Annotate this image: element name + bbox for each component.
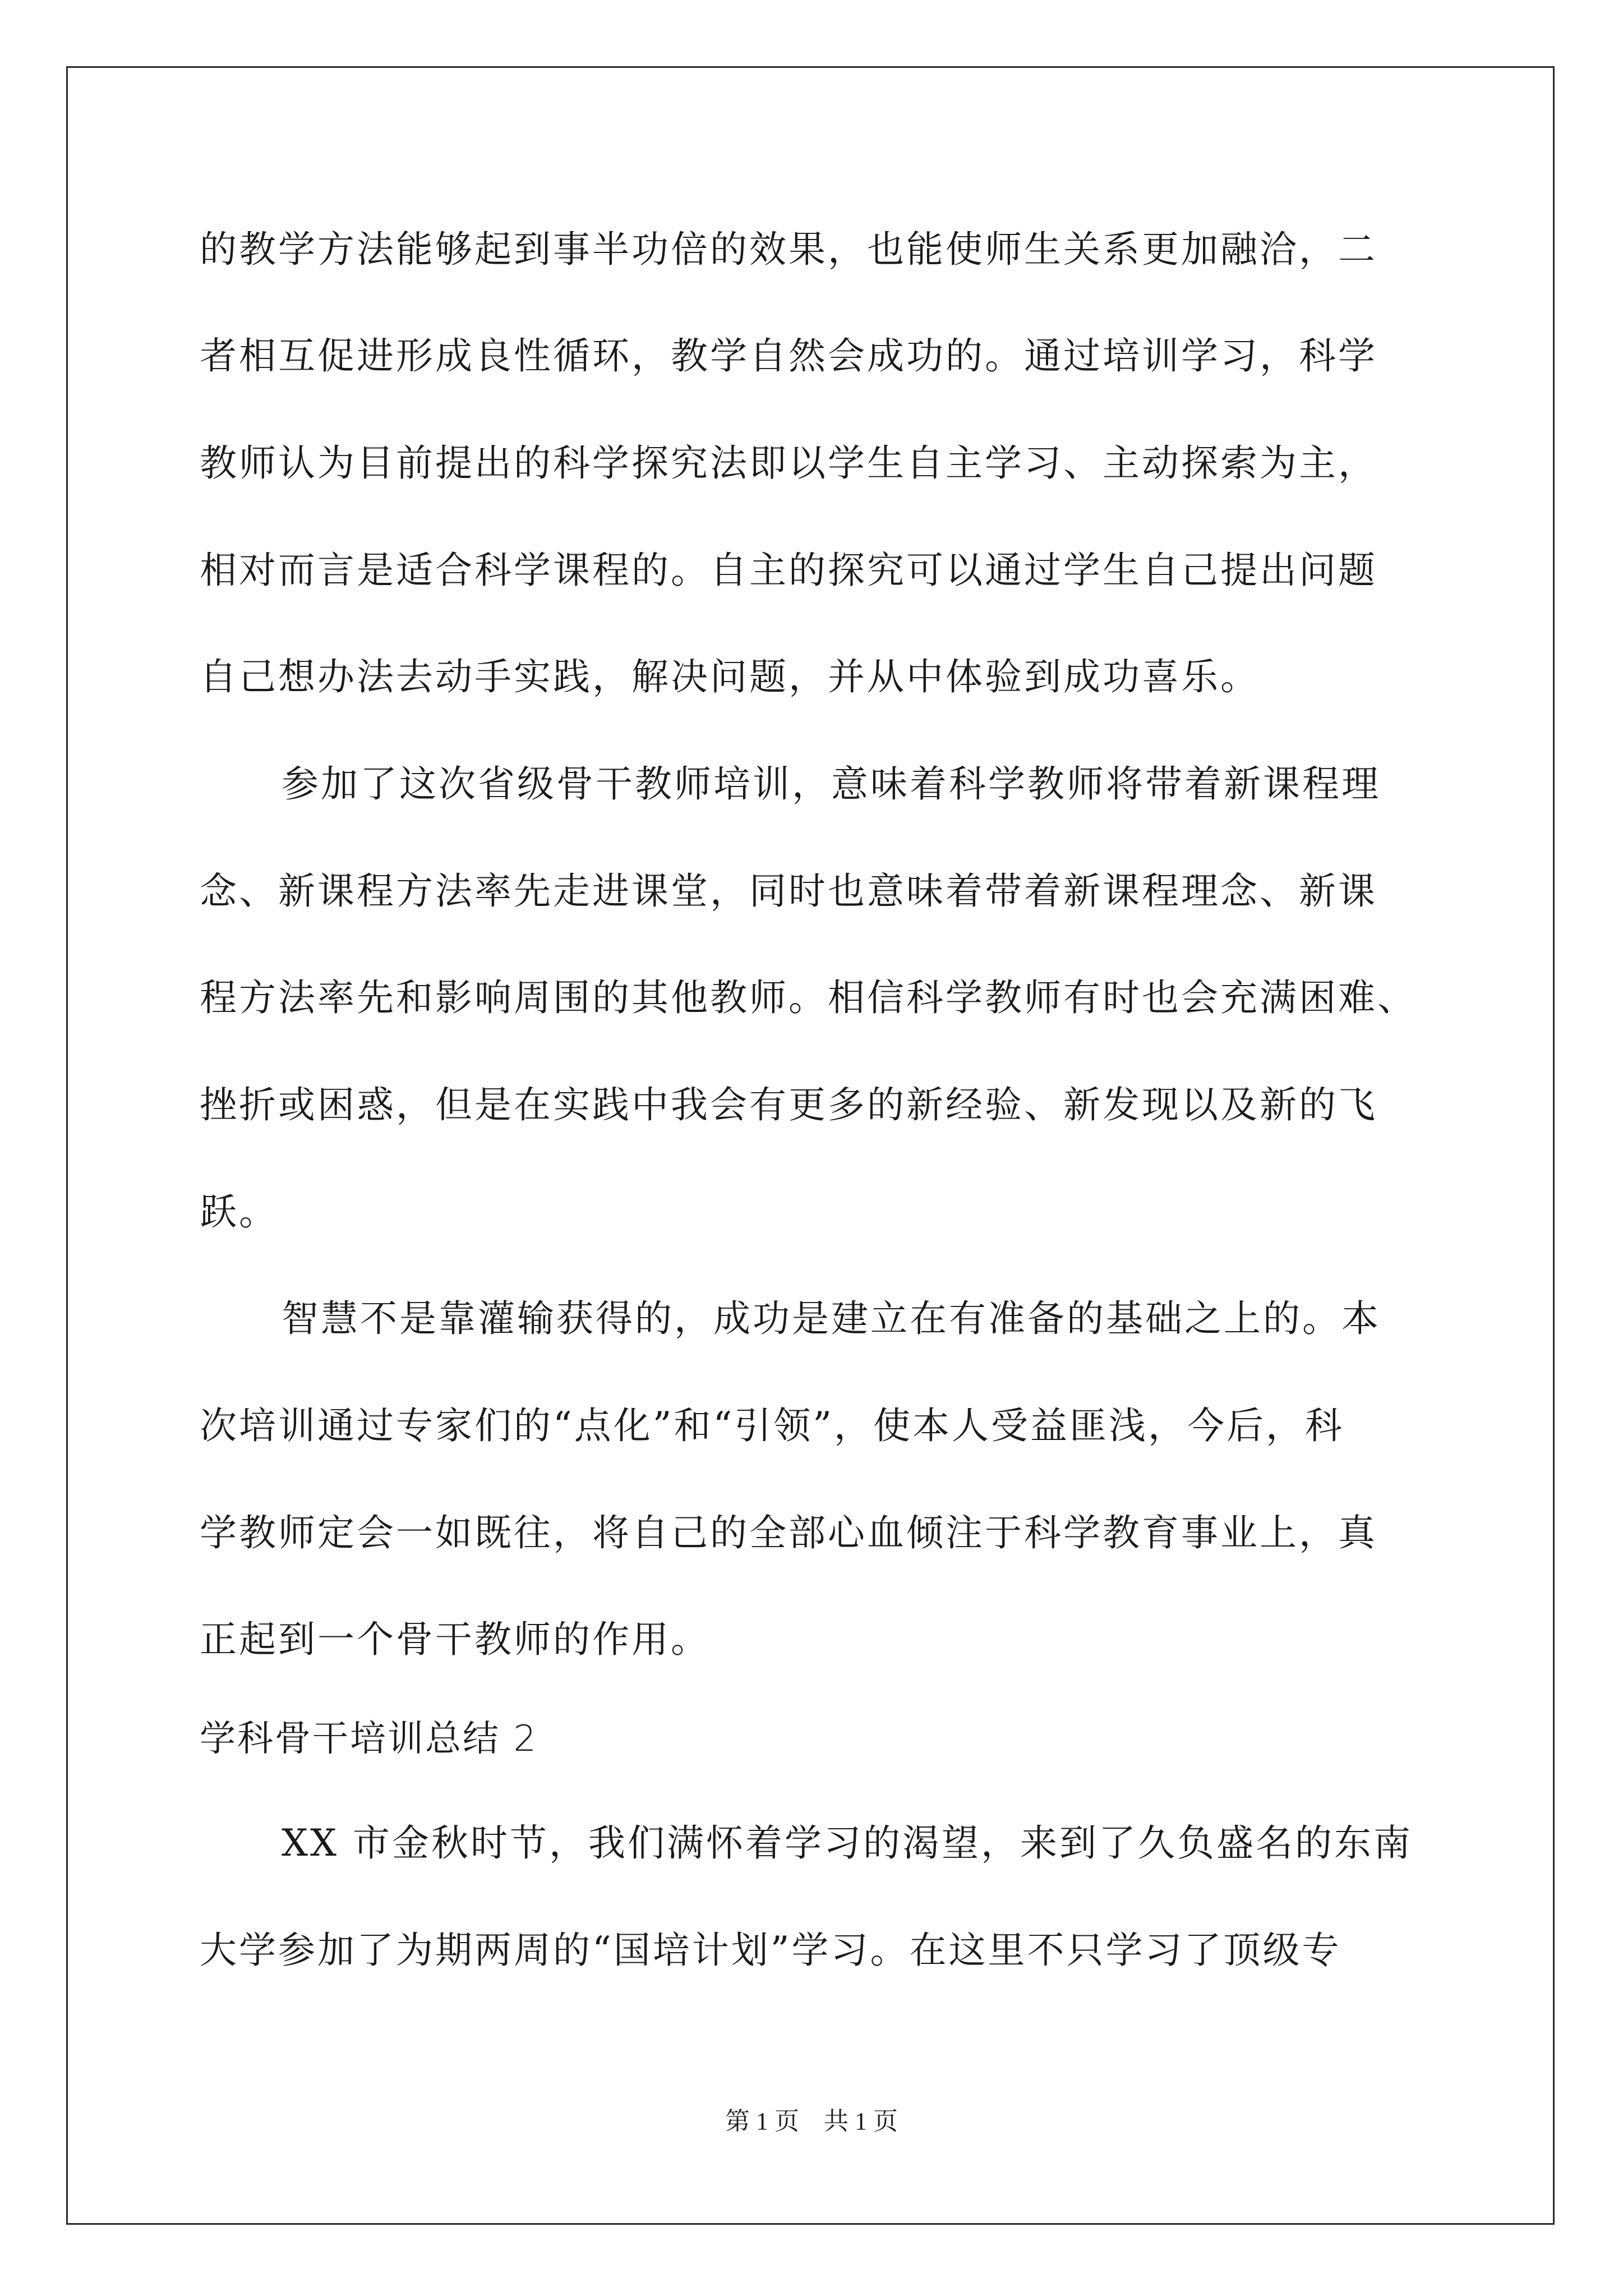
page-border [66, 66, 1555, 2225]
paragraph-4-line-2: 大学参加了为期两周的“国培计划”学习。在这里不只学习了顶级专 [200, 1929, 1341, 1972]
paragraph-1-line-5: 自己想办法去动手实践，解决问题，并从中体验到成功喜乐。 [200, 655, 1260, 698]
paragraph-3-line-3: 学教师定会一如既往，将自己的全部心血倾注于科学教育事业上，真 [200, 1511, 1377, 1554]
paragraph-2-line-3: 程方法率先和影响周围的其他教师。相信科学教师有时也会充满困难、 [200, 976, 1417, 1019]
paragraph-1-line-1: 的教学方法能够起到事半功倍的效果，也能使师生关系更加融洽，二 [200, 228, 1377, 271]
paragraph-3-line-1: 智慧不是靠灌输获得的，成功是建立在有准备的基础之上的。本 [282, 1297, 1381, 1340]
paragraph-2-line-2: 念、新课程方法率先走进课堂，同时也意味着带着新课程理念、新课 [200, 869, 1377, 913]
section-heading: 学科骨干培训总结 2 [200, 1718, 538, 1760]
paragraph-1-line-2: 者相互促进形成良性循环，教学自然会成功的。通过培训学习，科学 [200, 334, 1377, 378]
paragraph-2-line-5: 跃。 [200, 1190, 278, 1234]
paragraph-1-line-4: 相对而言是适合科学课程的。自主的探究可以通过学生自己提出问题 [200, 549, 1377, 592]
paragraph-3-line-2: 次培训通过专家们的“点化”和“引领”，使本人受益匪浅，今后，科 [200, 1404, 1344, 1447]
page-footer: 第 1 页 共 1 页 [725, 2108, 898, 2135]
paragraph-3-line-4: 正起到一个骨干教师的作用。 [200, 1618, 710, 1661]
paragraph-2-line-4: 挫折或困惑，但是在实践中我会有更多的新经验、新发现以及新的飞 [200, 1083, 1377, 1126]
paragraph-2-line-1: 参加了这次省级骨干教师培训，意味着科学教师将带着新课程理 [282, 762, 1381, 806]
paragraph-4-line-1: XX 市金秋时节，我们满怀着学习的渴望，来到了久负盛名的东南 [282, 1821, 1413, 1865]
paragraph-1-line-3: 教师认为目前提出的科学探究法即以学生自主学习、主动探索为主， [200, 441, 1377, 485]
